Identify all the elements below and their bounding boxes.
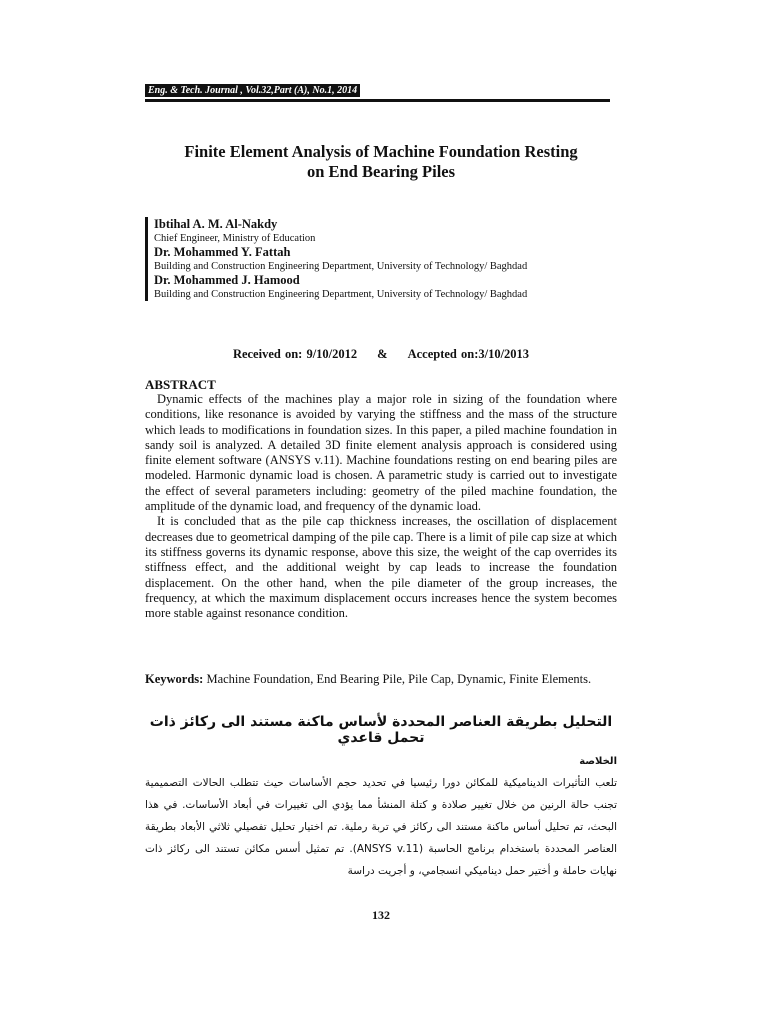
abstract-paragraph: It is concluded that as the pile cap thickness increases, the oscillation of displacement decreases due to geometrical damping of the pile cap. There is a limit of pile cap size at which its stiffness governs its dynamic response, above this size, the weight of the cap overrides its stiffness effect, and the additional weight by cap leads to increase the foundation displacement. On the other hand, when the pile diameter of the group increases, the frequency, at which the maximum displacement occurs increases hence the system becomes more stable against resonance condition. — [145, 514, 617, 621]
author-affiliation: Building and Construction Engineering Department, University of Technology/ Baghdad — [154, 261, 528, 272]
keywords — [145, 672, 617, 688]
author-affiliation: Building and Construction Engineering Department, University of Technology/ Baghdad — [154, 289, 528, 300]
submission-dates — [145, 347, 617, 362]
title-line-2: on End Bearing Piles — [306, 162, 456, 181]
page-number: 132 — [372, 908, 390, 922]
author-name: Dr. Mohammed J. Hamood — [154, 273, 300, 287]
journal-citation: Eng. & Tech. Journal , Vol.32,Part (A), No.1, 2014 — [145, 84, 360, 97]
abstract-body — [145, 392, 617, 621]
author-affiliation: Chief Engineer, Ministry of Education — [154, 233, 316, 244]
author-name: Dr. Mohammed Y. Fattah — [154, 245, 291, 259]
arabic-title: التحليل بطريقة العناصر المحددة لأساس ماكنة مستند الى ركائز ذات تحمل قاعدي — [149, 714, 613, 746]
author-name: Ibtihal A. M. Al-Nakdy — [154, 217, 278, 231]
keywords-text: Machine Foundation, End Bearing Pile, Pile Cap, Dynamic, Finite Elements. — [206, 672, 592, 686]
arabic-abstract-body: تلعب التأثيرات الديناميكية للمكائن دورا رئيسيا في تحديد حجم الأساسات حيث تتطلب الحالات التصميمية تجنب حالة الرنين من خلال تغيير صلادة و كتلة المنشأ مما يؤدي الى تغييرات في أبعاد الأساسات. في هذا البحث، تم تحليل أساس ماكنة مستند الى ركائز في تربة رملية. تم اختيار تحليل تفصيلي ثلاثي الأبعاد بطريقة العناصر المحددة باستخدام برنامج الحاسبة (ANSYS v.11). تم تمثيل أسس مكائن تستند الى ركائز ذات نهايات حاملة و أختير حمل ديناميكي انسجامي، و أجريت دراسة — [145, 777, 618, 877]
abstract-paragraph: Dynamic effects of the machines play a major role in sizing of the foundation where conditions, like resonance is avoided by varying the stiffness and the mass of the structure which leads to modifications in foundation sizes. In this paper, a piled machine foundation in sandy soil is analyzed. A detailed 3D finite element analysis approach is considered using finite element software (ANSYS v.11). Machine foundations resting on end bearing piles are modeled. Harmonic dynamic load is chosen. A parametric study is carried out to investigate the effect of several parameters including: geometry of the piled machine foundation, the amplitude of the dynamic load, and frequency of the dynamic load. — [145, 392, 617, 514]
author-block — [145, 217, 624, 301]
title-line-1: Finite Element Analysis of Machine Foundation Resting — [184, 142, 578, 161]
received-date: Received on: 9/10/2012 — [232, 347, 358, 361]
date-separator: & — [377, 347, 388, 361]
arabic-abstract-heading: الخلاصة — [579, 756, 617, 767]
abstract-heading: ABSTRACT — [145, 377, 216, 392]
keywords-label: Keywords: — [145, 672, 204, 686]
accepted-date: Accepted on:3/10/2013 — [407, 347, 530, 361]
header-rule — [145, 99, 610, 102]
paper-title — [145, 142, 617, 182]
